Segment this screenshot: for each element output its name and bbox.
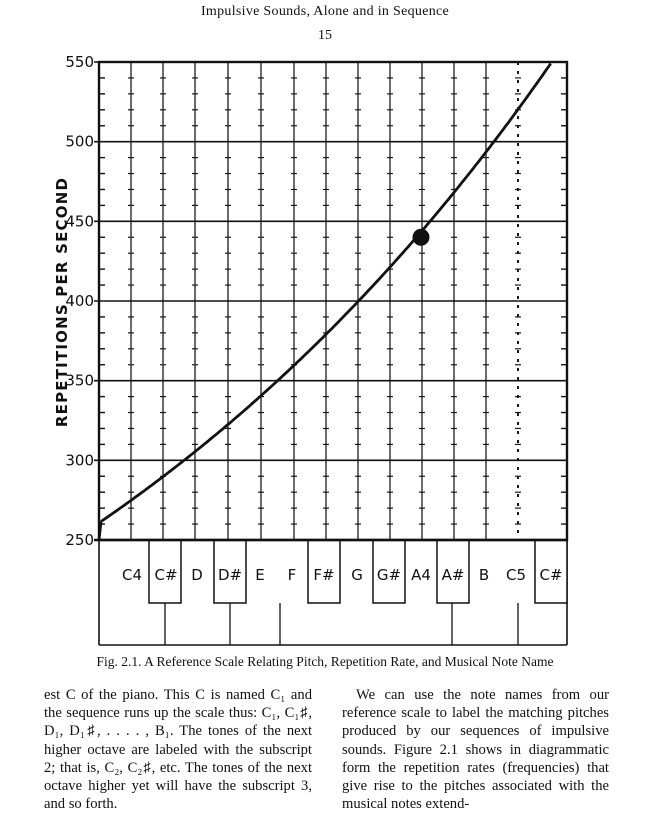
text-column-right (342, 686, 609, 813)
black-key-label: C# (154, 566, 178, 584)
y-tick-label: 400 (65, 292, 94, 310)
page-number: 15 (318, 28, 332, 43)
white-key-label: C4 (121, 566, 143, 584)
y-axis-label: REPETITIONS PER SECOND (53, 176, 71, 428)
paragraph-left: est C of the piano. This C is named C₁ and the sequence runs up the scale thus: C₁, C₁♯, D₁, D₁♯, . . . . , B₁. The tones of the next higher octave are labeled with the subscript 2; that is, C₂, C₂♯, etc. The tones of the next octave higher yet will have the subscript 3, and so forth. (44, 687, 312, 813)
white-key-label: B (478, 566, 490, 584)
white-key-label: E (255, 566, 265, 584)
text-column-left (44, 686, 312, 813)
pitch-curve-start (99, 522, 101, 540)
y-tick-label: 450 (65, 212, 94, 231)
y-tick-label: 300 (65, 451, 94, 470)
running-head: Impulsive Sounds, Alone and in Sequence (200, 4, 450, 19)
paragraph-right: We can use the note names from our reference scale to label the matching pitches produced by our sequences of impulsive sounds. Figure 2.1 shows in diagrammatic form the repetition rates (frequencies) that give rise to the pitches associated with the musical notes extend- (342, 687, 609, 813)
y-tick-label: 350 (65, 371, 94, 390)
white-key-label: A4 (411, 566, 431, 584)
black-key-label: C# (539, 566, 563, 584)
white-key-label: D (191, 566, 203, 584)
white-key-label: G (351, 566, 363, 584)
black-key-label: A# (441, 566, 465, 584)
black-key-label: F# (313, 566, 335, 584)
a440-marker (413, 229, 430, 246)
black-key-label: G# (376, 566, 402, 584)
white-key-label: F (287, 566, 297, 584)
figure-caption: Fig. 2.1. A Reference Scale Relating Pitch, Repetition Rate, and Musical Note Name (96, 654, 554, 669)
y-tick-label: 500 (65, 132, 94, 151)
y-tick-label: 250 (65, 531, 94, 549)
y-tick-label: 550 (65, 53, 94, 71)
black-key-label: D# (217, 566, 243, 584)
white-key-label: C5 (505, 566, 527, 584)
